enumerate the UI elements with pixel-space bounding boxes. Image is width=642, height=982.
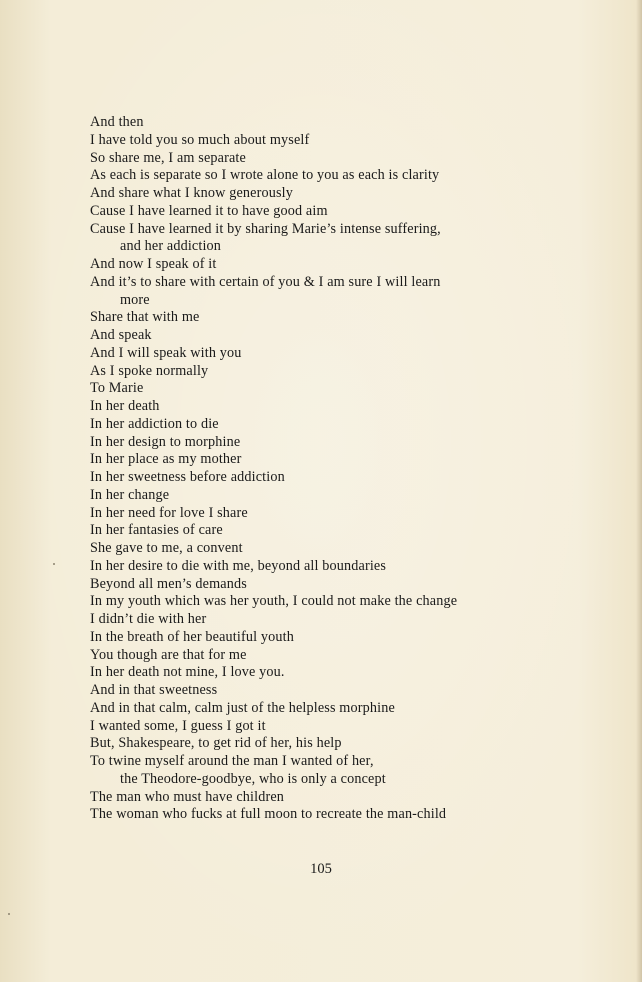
poem-line: And share what I know generously — [90, 185, 293, 201]
poem-line: As I spoke normally — [90, 362, 209, 379]
poem-line: She gave to me, a convent — [90, 540, 243, 556]
poem-line: In her sweetness before addiction — [90, 469, 285, 485]
poem-text — [90, 114, 510, 824]
poem-line: And in that sweetness — [90, 682, 218, 698]
poem-line: In her place as my mother — [90, 451, 242, 468]
paper-speck — [53, 563, 55, 565]
poem-line: In her death not mine, I love you. — [90, 664, 285, 681]
poem-line: I didn’t die with her — [90, 611, 207, 627]
poem-line: To Marie — [90, 380, 144, 397]
poem-line: In her fantasies of care — [90, 522, 223, 539]
poem-line: To twine myself around the man I wanted of her, — [90, 753, 374, 769]
poem-line: Cause I have learned it by sharing Marie’s intense suffering, — [90, 220, 441, 237]
poem-line: In her need for love I share — [90, 504, 248, 521]
page-edge-shadow — [636, 0, 642, 982]
paper-speck — [8, 913, 10, 915]
poem-line: You though are that for me — [90, 646, 247, 663]
poem-line: As each is separate so I wrote alone to you as each is clarity — [90, 167, 440, 184]
poem-line: In her addiction to die — [90, 415, 219, 432]
poem-line: But, Shakespeare, to get rid of her, his help — [90, 735, 342, 752]
poem-line: In my youth which was her youth, I could not make the change — [90, 593, 458, 610]
poem-line: In her change — [90, 486, 170, 503]
poem-line-continuation: more — [120, 291, 150, 308]
poem-line: I have told you so much about myself — [90, 131, 310, 148]
poem-line: The man who must have children — [90, 788, 285, 805]
page-number: 105 — [310, 861, 332, 877]
poem-line-continuation: the Theodore-goodbye, who is only a concept — [120, 770, 386, 787]
poem-line: I wanted some, I guess I got it — [90, 717, 266, 734]
poem-line: Beyond all men’s demands — [90, 575, 247, 592]
poem-line: In her death — [90, 398, 160, 414]
poem-line: In her design to morphine — [90, 433, 241, 450]
poem-line: In the breath of her beautiful youth — [90, 628, 294, 645]
poem-line: And it’s to share with certain of you & I am sure I will learn — [90, 273, 441, 290]
poem-line: And I will speak with you — [90, 344, 242, 361]
poem-line: And speak — [90, 327, 152, 343]
poem-line: In her desire to die with me, beyond all boundaries — [90, 557, 387, 574]
poem-line-continuation: and her addiction — [120, 238, 222, 255]
poem-line: So share me, I am separate — [90, 149, 246, 166]
poem-line: And then — [90, 114, 144, 130]
poem-line: The woman who fucks at full moon to recreate the man-child — [90, 806, 447, 823]
poem-line: Share that with me — [90, 309, 200, 326]
poem-line: And in that calm, calm just of the helpless morphine — [90, 699, 395, 716]
poem-line: Cause I have learned it to have good aim — [90, 202, 328, 219]
poem-line: And now I speak of it — [90, 256, 217, 272]
